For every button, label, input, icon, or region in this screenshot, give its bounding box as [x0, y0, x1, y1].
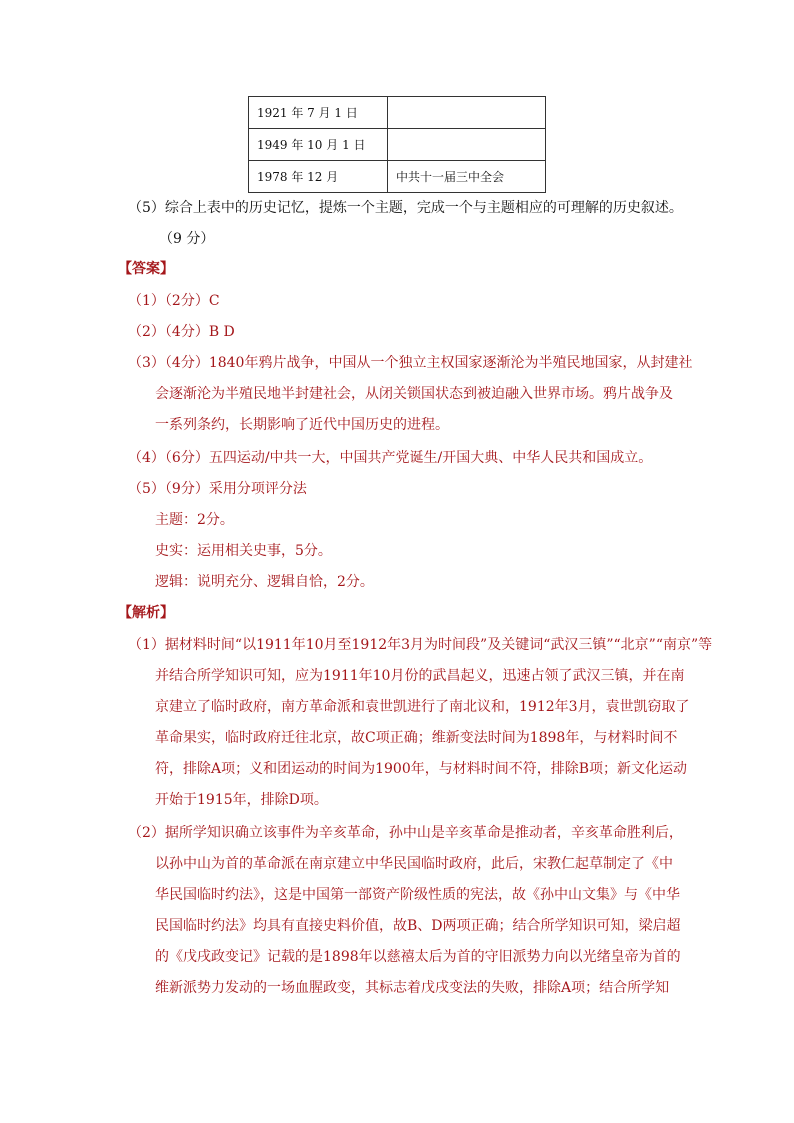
analysis-line: 的《戊戌政变记》记载的是1898年以慈禧太后为首的守旧派势力向以光绪皇帝为首的: [155, 949, 681, 965]
answer-line: 逻辑：说明充分、逻辑自恰，2分。: [155, 574, 374, 590]
analysis-line: 维新派势力发动的一场血腥政变，其标志着戊戌变法的失败，排除A项；结合所学知: [155, 980, 670, 996]
analysis-line: （2）据所学知识确立该事件为辛亥革命，孙中山是辛亥革命是推动者，辛亥革命胜利后，: [128, 825, 683, 841]
analysis-line: 民国临时约法》均具有直接史料价值，故B、D两项正确；结合所学知识可知，梁启超: [155, 918, 681, 934]
analysis-line: 以孙中山为首的革命派在南京建立中华民国临时政府，此后，宋教仁起草制定了《中: [155, 856, 673, 872]
analysis-heading: 【解析】: [118, 605, 174, 621]
answer-line: 主题：2分。: [155, 512, 234, 528]
table-cell-date: 1921 年 7 月 1 日: [249, 97, 388, 129]
analysis-line: （1）据材料时间“以1911年10月至1912年3月为时间段”及关键词“武汉三镇”“北京”“南京”等: [128, 637, 713, 653]
answer-line: （4）（6分）五四运动/中共一大，中国共产党诞生/开国大典、中华人民共和国成立。: [128, 450, 653, 466]
table-cell-event[interactable]: [388, 97, 546, 129]
answer-line: （3）（4分）1840年鸦片战争，中国从一个独立主权国家逐渐沦为半殖民地国家，从封建社: [128, 355, 693, 371]
table-row: [249, 161, 546, 193]
question-5-text: （5）综合上表中的历史记忆，提炼一个主题，完成一个与主题相应的可理解的历史叙述。: [128, 200, 683, 216]
answer-line: 史实：运用相关史事，5分。: [155, 543, 332, 559]
answer-line: （5）（9分）采用分项评分法: [128, 481, 307, 497]
answer-line: 会逐渐沦为半殖民地半封建社会，从闭关锁国状态到被迫融入世界市场。鸦片战争及: [155, 386, 673, 402]
table-cell-date: 1978 年 12 月: [249, 161, 388, 193]
table-cell-event: 中共十一届三中全会: [388, 161, 546, 193]
answer-line: （2）（4分）B D: [128, 324, 235, 340]
history-memory-table: [248, 96, 546, 193]
answer-line: （1）（2分）C: [128, 293, 220, 309]
analysis-line: 并结合所学知识可知，应为1911年10月份的武昌起义，迅速占领了武汉三镇，并在南: [155, 668, 685, 684]
answer-line: 一系列条约，长期影响了近代中国历史的进程。: [155, 417, 449, 433]
analysis-line: 开始于1915年，排除D项。: [155, 792, 328, 808]
analysis-line: 华民国临时约法》，这是中国第一部资产阶级性质的宪法，故《孙中山文集》与《中华: [155, 887, 680, 903]
table-row: [249, 129, 546, 161]
table-cell-event[interactable]: [388, 129, 546, 161]
analysis-line: 符，排除A项；义和团运动的时间为1900年，与材料时间不符，排除B项；新文化运动: [155, 761, 688, 777]
analysis-line: 革命果实，临时政府迁往北京，故C项正确；维新变法时间为1898年，与材料时间不: [155, 730, 678, 746]
table-cell-date: 1949 年 10 月 1 日: [249, 129, 388, 161]
answer-heading: 【答案】: [118, 261, 174, 277]
analysis-line: 京建立了临时政府，南方革命派和袁世凯进行了南北议和，1912年3月，袁世凯窃取了: [155, 699, 690, 715]
table-row: [249, 97, 546, 129]
question-5-points: （9 分）: [159, 231, 215, 247]
